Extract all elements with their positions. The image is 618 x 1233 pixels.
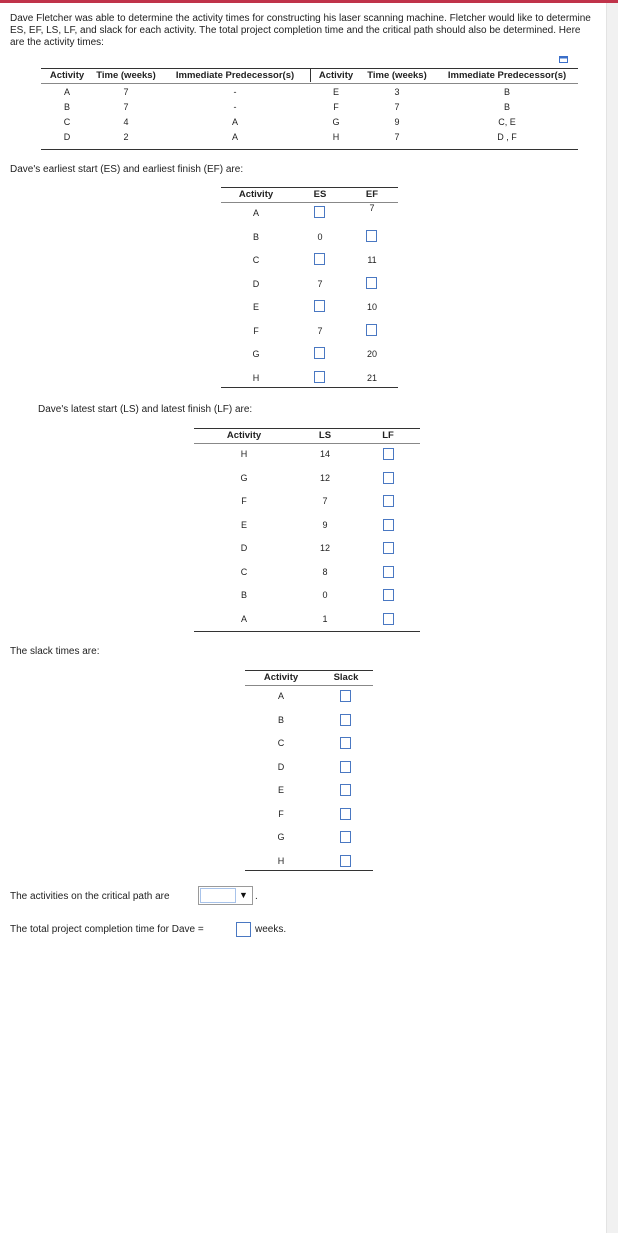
total-time-unit: weeks. [255,924,287,935]
predecessor-cell: - [233,87,237,97]
lf-input[interactable] [383,472,394,484]
col-header-time-left: Time (weeks) [96,70,156,81]
predecessor-cell: B [503,102,510,112]
es-ef-label: Dave's earliest start (ES) and earliest finish (EF) are: [10,164,244,175]
activity-cell: H [332,132,340,142]
total-time-label: The total project completion time for Dave = [10,924,204,935]
es-ef-activity-cell: E [252,302,259,312]
es-input[interactable] [314,300,325,312]
es-input[interactable] [314,253,325,265]
vertical-scrollbar[interactable] [606,3,618,1233]
ls-value: 8 [322,566,328,577]
slack-activity-cell: G [277,832,285,842]
slack-header-slack: Slack [333,672,359,683]
activity-cell: E [332,87,339,97]
dropdown-arrow-icon[interactable]: ▼ [239,890,248,900]
ls-lf-header-activity: Activity [226,430,262,441]
ef-value: 21 [366,372,377,383]
time-cell: 9 [394,117,400,127]
ls-value: 12 [319,472,330,483]
lf-input[interactable] [383,542,394,554]
activity-cell: F [333,102,339,112]
ef-input[interactable] [366,277,377,289]
ls-value: 7 [322,496,328,506]
ls-value: 1 [322,613,328,624]
activity-cell: C [63,117,71,127]
col-header-activity-left: Activity [49,70,85,81]
critical-path-suffix: . [255,891,258,902]
ls-value: 14 [319,449,330,459]
es-input[interactable] [314,347,325,359]
critical-path-label: The activities on the critical path are [10,891,170,902]
time-cell: 7 [394,102,400,112]
slack-activity-cell: C [277,738,285,748]
es-ef-header-ef: EF [365,189,379,200]
slack-activity-cell: F [278,808,284,819]
slack-label: The slack times are: [10,646,100,657]
lf-input[interactable] [383,495,394,507]
col-header-predecessor-right: Immediate Predecessor(s) [447,70,567,81]
col-header-predecessor-left: Immediate Predecessor(s) [175,70,295,81]
ef-value: 20 [366,349,377,359]
ls-lf-activity-cell: H [240,449,248,459]
slack-input[interactable] [340,808,351,820]
es-ef-activity-cell: F [253,325,259,336]
ls-lf-activity-cell: F [241,496,247,506]
es-value: 0 [317,231,323,242]
ls-lf-activity-cell: D [240,543,248,553]
slack-input[interactable] [340,690,351,702]
es-ef-activity-cell: H [252,372,260,383]
activity-cell: A [63,87,70,97]
ls-lf-header-ls: LS [318,430,332,441]
slack-activity-cell: D [277,761,285,772]
lf-input[interactable] [383,589,394,601]
ls-lf-label: Dave's latest start (LS) and latest finish (LF) are: [38,404,253,415]
es-ef-activity-cell: D [252,278,260,289]
slack-input[interactable] [340,831,351,843]
time-cell: 4 [123,117,129,127]
slack-activity-cell: A [277,691,284,701]
es-ef-header-activity: Activity [238,189,274,200]
slack-input[interactable] [340,737,351,749]
slack-activity-cell: E [277,785,284,795]
lf-input[interactable] [383,566,394,578]
problem-statement: Dave Fletcher was able to determine the activity times for constructing his laser scanning machine. Fletcher would like to determine ES, EF, LS, LF, and slack for each activity. The total project completion time and the critical path should also be determined. Here are the activity times: [10,13,591,48]
ls-lf-activity-cell: B [240,590,247,600]
ls-lf-activity-cell: C [240,566,248,577]
slack-input[interactable] [340,714,351,726]
predecessor-cell: D , F [497,132,517,142]
ls-lf-activity-cell: E [240,519,247,530]
lf-input[interactable] [383,519,394,531]
top-accent-bar [0,0,618,3]
es-input[interactable] [314,206,325,218]
activity-cell: G [332,117,340,127]
time-cell: 2 [123,132,129,142]
slack-input[interactable] [340,855,351,867]
ls-value: 9 [322,519,328,530]
es-input[interactable] [314,371,325,383]
lf-input[interactable] [383,613,394,625]
predecessor-cell: C, E [498,117,516,127]
ef-value: 10 [366,302,377,312]
col-header-time-right: Time (weeks) [367,70,427,81]
enlarge-table-icon[interactable] [559,56,568,63]
ef-input[interactable] [366,324,377,336]
ls-lf-header-lf: LF [382,430,394,441]
time-cell: 7 [394,132,400,142]
ef-value: 7 [369,203,375,213]
es-ef-activity-cell: G [252,349,260,359]
predecessor-cell: - [233,102,237,112]
es-ef-header-es: ES [313,189,327,200]
predecessor-cell: A [231,117,238,127]
es-value: 7 [317,325,323,336]
slack-input[interactable] [340,784,351,796]
activity-cell: D [63,132,71,142]
slack-input[interactable] [340,761,351,773]
es-ef-activity-cell: C [252,255,260,265]
es-ef-activity-cell: B [252,231,259,242]
critical-path-dropdown[interactable] [198,886,253,905]
activity-cell: B [63,102,70,112]
slack-header-activity: Activity [263,672,299,683]
ls-value: 0 [322,590,328,600]
total-time-input[interactable] [236,922,251,937]
time-cell: 7 [123,102,129,112]
lf-input[interactable] [383,448,394,460]
ef-input[interactable] [366,230,377,242]
col-header-activity-right: Activity [318,70,354,81]
predecessor-cell: A [231,132,238,142]
time-cell: 7 [123,87,129,97]
predecessor-cell: B [503,87,510,97]
slack-activity-cell: H [277,855,285,866]
critical-path-selected[interactable] [200,888,236,903]
time-cell: 3 [394,87,400,97]
ef-value: 11 [367,255,377,265]
ls-value: 12 [319,543,330,553]
slack-activity-cell: B [277,714,284,725]
ls-lf-activity-cell: G [240,472,248,483]
ls-lf-activity-cell: A [240,613,247,624]
es-ef-activity-cell: A [252,208,259,218]
es-value: 7 [317,278,323,289]
